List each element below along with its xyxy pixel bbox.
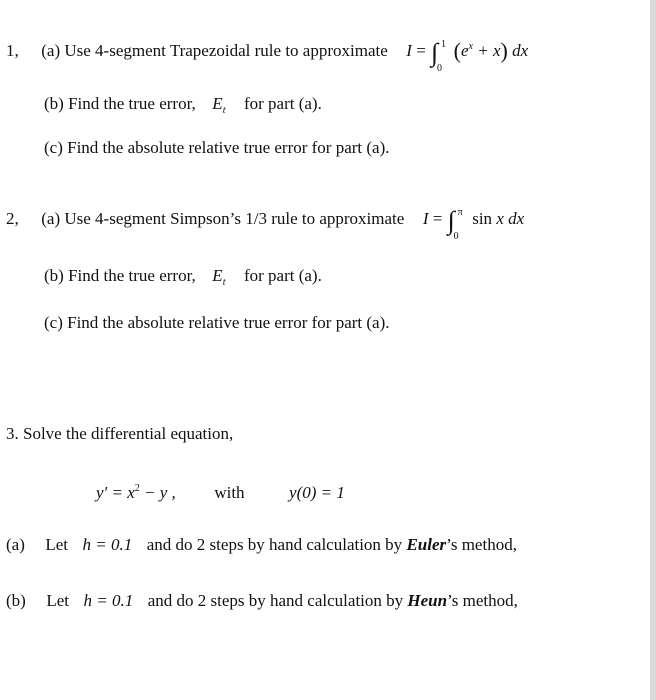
integrand-argument: x	[496, 209, 504, 228]
true-error-symbol: E	[212, 266, 223, 285]
lower-limit: 0	[453, 231, 459, 242]
upper-limit: π	[457, 207, 463, 218]
problem-1-part-a-text: (a) Use 4-segment Trapezoidal rule to approximate	[41, 41, 388, 60]
right-paren: )	[500, 38, 508, 63]
ode-rhs: − y ,	[144, 483, 176, 502]
problem-1-part-b-text: (b) Find the true error,	[44, 94, 196, 113]
part-b-label: (b)	[6, 591, 26, 610]
part-a-label: (a)	[6, 535, 25, 554]
differential: dx	[508, 209, 525, 228]
integrand-base: e	[460, 41, 469, 60]
problem-2-part-b-tail: for part (a).	[243, 266, 322, 285]
problem-1-line-c	[44, 138, 390, 158]
problem-3-title-text: 3. Solve the differential equation,	[6, 424, 234, 443]
part-a-let: Let	[45, 535, 69, 554]
page-edge	[650, 0, 656, 700]
problem-3-part-a	[6, 535, 517, 555]
ode-power: 2	[134, 483, 140, 494]
part-a-tail: ’s method,	[446, 535, 517, 554]
integrand-plus-term: + x	[477, 41, 501, 60]
problem-2-line-c	[44, 313, 390, 333]
problem-3-title	[6, 424, 233, 444]
problem-2-part-c-text: (c) Find the absolute relative true error for part (a).	[44, 313, 390, 332]
problem-1-part-b-tail: for part (a).	[243, 94, 322, 113]
problem-3-part-b	[6, 591, 518, 611]
true-error-subscript: t	[222, 277, 226, 288]
equals-sign: =	[416, 41, 426, 60]
part-b-let: Let	[46, 591, 69, 610]
equals-sign: =	[432, 209, 443, 228]
part-b-text: and do 2 steps by hand calculation by	[147, 591, 404, 610]
problem-1-line-a	[6, 37, 529, 74]
integral-variable: I	[422, 209, 429, 228]
upper-limit: 1	[441, 39, 447, 50]
part-a-method: Euler	[406, 535, 447, 554]
part-b-step-size: h = 0.1	[83, 591, 134, 610]
part-b-tail: ’s method,	[447, 591, 518, 610]
ode-with: with	[214, 483, 245, 502]
part-a-text: and do 2 steps by hand calculation by	[146, 535, 403, 554]
problem-1-part-c-text: (c) Find the absolute relative true error for part (a).	[44, 138, 390, 157]
integral-variable: I	[406, 41, 412, 60]
differential: dx	[512, 41, 529, 60]
problem-1-line-b	[44, 94, 322, 121]
integral-sign: ∫ π 0	[448, 211, 455, 231]
problem-2-part-b-text: (b) Find the true error,	[44, 266, 196, 285]
left-paren: (	[453, 38, 461, 63]
problem-2-part-a-text: (a) Use 4-segment Simpson’s 1/3 rule to approximate	[41, 209, 405, 228]
ode-lhs: y′ = x	[96, 483, 135, 502]
problem-2-number: 2,	[6, 209, 19, 228]
integrand-function: sin	[472, 209, 493, 228]
integrand-exponent: x	[468, 41, 473, 52]
true-error-subscript: t	[222, 105, 226, 116]
true-error-symbol: E	[212, 94, 223, 113]
problem-1-number: 1,	[6, 41, 19, 60]
integral-sign: ∫ 1 0	[431, 43, 438, 63]
part-a-step-size: h = 0.1	[82, 535, 133, 554]
initial-condition: y(0) = 1	[289, 483, 345, 502]
part-b-method: Heun	[407, 591, 448, 610]
lower-limit: 0	[437, 63, 443, 74]
problem-3-ode	[96, 479, 345, 503]
problem-2-line-b	[44, 266, 322, 293]
problem-2-line-a	[6, 206, 525, 242]
